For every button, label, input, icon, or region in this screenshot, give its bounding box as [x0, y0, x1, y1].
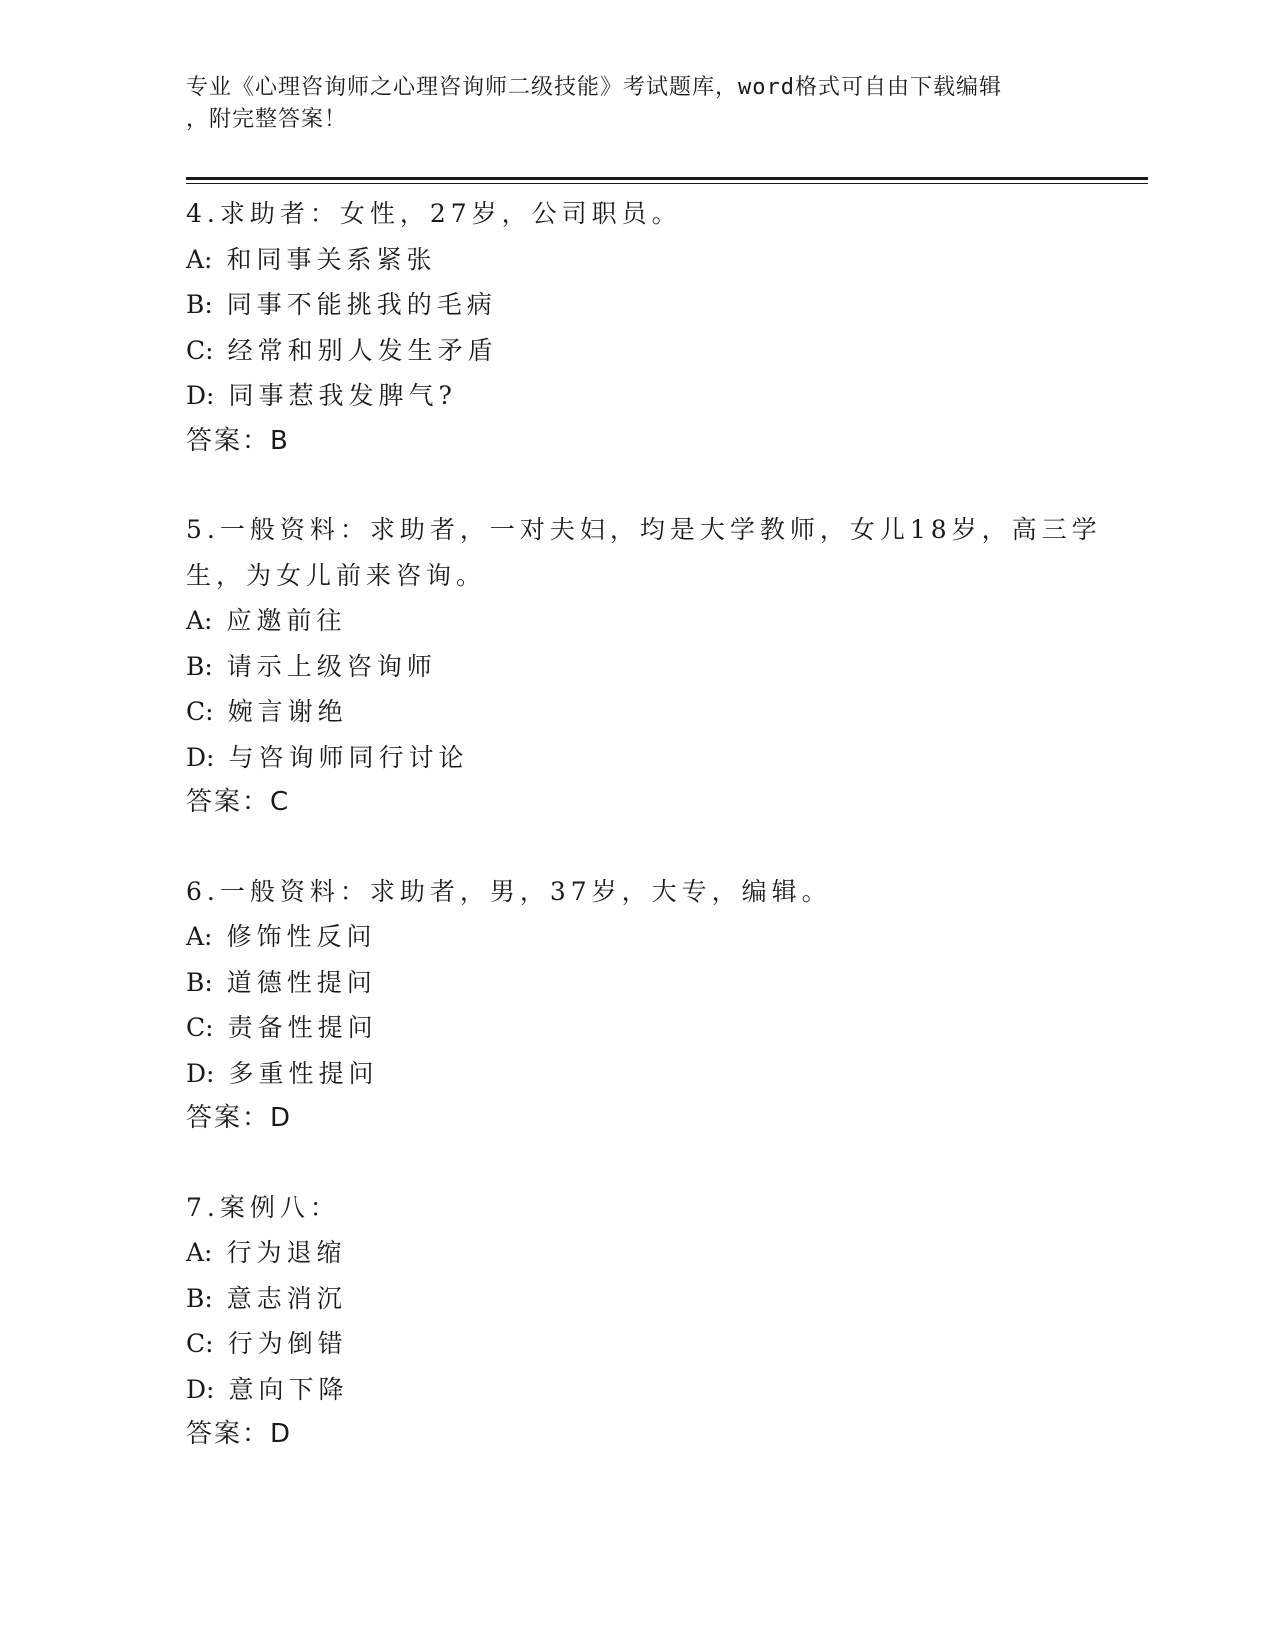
option-letter: B:	[186, 1283, 213, 1313]
option-text: 多重性提问	[228, 1058, 379, 1088]
answer-line: 答案：B	[186, 425, 290, 456]
question-list	[186, 191, 1102, 1501]
option-letter: C:	[186, 1329, 214, 1358]
option-row	[186, 1367, 1086, 1413]
option-letter: C:	[186, 697, 214, 726]
question-stem: 6.一般资料：求助者，男，37岁，大专，编辑。	[186, 876, 832, 906]
option-row	[186, 1276, 1086, 1322]
option-letter: A:	[186, 244, 213, 274]
option-letter: D:	[186, 381, 215, 410]
question-block	[186, 191, 1086, 464]
option-row	[186, 914, 1086, 960]
option-row	[186, 328, 1086, 374]
option-letter: D:	[186, 742, 215, 772]
header-line-1: 专业《心理咨询师之心理咨询师二级技能》考试题库，word格式可自由下载编辑	[186, 75, 1002, 100]
header-divider-thick	[186, 177, 1148, 180]
option-row	[186, 1051, 1086, 1097]
question-block	[186, 869, 1086, 1142]
option-text: 修饰性反问	[226, 922, 377, 951]
option-row	[186, 1321, 1086, 1367]
answer-line: 答案：D	[186, 1103, 293, 1133]
option-row	[186, 735, 1086, 781]
option-row	[186, 373, 1086, 419]
option-text: 和同事关系紧张	[226, 244, 437, 274]
option-letter: B:	[186, 290, 213, 319]
option-row	[186, 598, 1086, 644]
option-text: 行为退缩	[226, 1238, 347, 1267]
option-letter: A:	[186, 922, 213, 951]
option-text: 经常和别人发生矛盾	[227, 335, 498, 365]
option-text: 意志消沉	[226, 1283, 347, 1313]
option-letter: D:	[186, 1058, 215, 1088]
option-letter: B:	[186, 967, 213, 997]
option-row	[186, 237, 1086, 283]
option-row	[186, 644, 1086, 690]
option-text: 责备性提问	[227, 1013, 378, 1042]
question-stem: 4.求助者：女性，27岁，公司职员。	[186, 199, 682, 228]
question-block	[186, 1185, 1086, 1458]
option-letter: C:	[186, 1013, 214, 1042]
option-row	[186, 1230, 1086, 1276]
question-stem: 5.一般资料：求助者，一对夫妇，均是大学教师，女儿18岁，高三学	[186, 515, 1102, 544]
question-stem: 7.案例八：	[186, 1192, 340, 1222]
question-block	[186, 507, 1102, 826]
option-text: 请示上级咨询师	[226, 651, 437, 681]
option-text: 与咨询师同行讨论	[228, 742, 469, 772]
answer-line: 答案：D	[186, 1419, 293, 1449]
option-text: 行为倒错	[227, 1329, 348, 1358]
header-divider-thin	[186, 183, 1148, 184]
option-text: 婉言谢绝	[227, 697, 348, 726]
option-letter: C:	[186, 335, 214, 365]
option-letter: A:	[186, 1238, 213, 1267]
option-row	[186, 960, 1086, 1006]
option-row	[186, 282, 1086, 328]
option-text: 应邀前往	[226, 606, 347, 635]
option-letter: B:	[186, 651, 213, 681]
option-letter: A:	[186, 606, 213, 635]
option-text: 同事惹我发脾气?	[228, 381, 457, 410]
document-header	[186, 72, 1066, 136]
option-text: 道德性提问	[226, 967, 377, 997]
option-row	[186, 1005, 1086, 1051]
option-row	[186, 689, 1086, 735]
option-letter: D:	[186, 1374, 215, 1404]
option-text: 同事不能挑我的毛病	[226, 290, 497, 319]
header-line-2: ，附完整答案！	[186, 107, 348, 132]
question-stem: 生，为女儿前来咨询。	[186, 560, 487, 590]
answer-line: 答案：C	[186, 787, 291, 817]
option-text: 意向下降	[228, 1374, 349, 1404]
